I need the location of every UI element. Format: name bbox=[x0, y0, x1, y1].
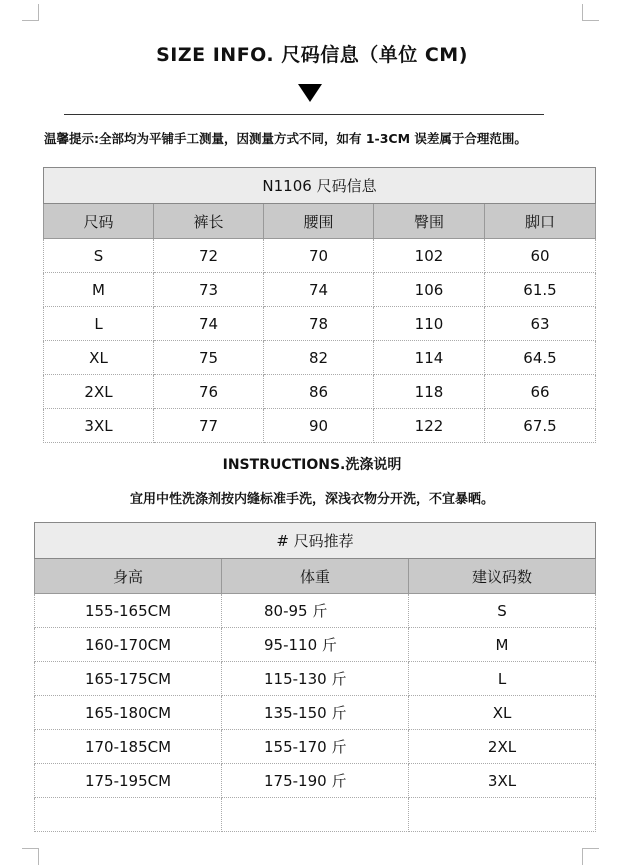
size-recommendation-table bbox=[34, 522, 596, 832]
table-row bbox=[35, 730, 596, 764]
table-cell: 106 bbox=[374, 273, 485, 307]
size-table-header-row bbox=[44, 204, 596, 239]
table-cell: 70 bbox=[264, 239, 374, 273]
table-cell: 72 bbox=[154, 239, 264, 273]
table-row bbox=[44, 239, 596, 273]
table-cell: 155-170 斤 bbox=[222, 730, 409, 764]
table-row bbox=[35, 662, 596, 696]
divider-line bbox=[64, 114, 544, 115]
table-cell: 114 bbox=[374, 341, 485, 375]
column-header: 尺码 bbox=[44, 204, 154, 239]
table-cell: 63 bbox=[485, 307, 596, 341]
table-cell: S bbox=[409, 594, 596, 628]
column-header: 体重 bbox=[222, 559, 409, 594]
table-cell: 102 bbox=[374, 239, 485, 273]
table-row bbox=[44, 375, 596, 409]
table-row bbox=[44, 273, 596, 307]
table-cell: 95-110 斤 bbox=[222, 628, 409, 662]
table-cell: 122 bbox=[374, 409, 485, 443]
measurement-tip: 温馨提示:全部均为平铺手工测量，因测量方式不同，如有 1-3CM 误差属于合理范围。 bbox=[44, 131, 527, 146]
column-header: 脚口 bbox=[485, 204, 596, 239]
recommend-table-caption: # 尺码推荐 bbox=[35, 523, 596, 559]
table-cell: 74 bbox=[264, 273, 374, 307]
crop-mark-bottom-left bbox=[22, 848, 39, 865]
table-cell: 2XL bbox=[44, 375, 154, 409]
table-cell: 60 bbox=[485, 239, 596, 273]
table-row bbox=[35, 594, 596, 628]
table-cell: 110 bbox=[374, 307, 485, 341]
table-cell: 64.5 bbox=[485, 341, 596, 375]
column-header: 身高 bbox=[35, 559, 222, 594]
table-cell: L bbox=[409, 662, 596, 696]
table-cell: 3XL bbox=[409, 764, 596, 798]
table-cell: 76 bbox=[154, 375, 264, 409]
table-cell bbox=[35, 798, 222, 832]
table-cell: 77 bbox=[154, 409, 264, 443]
table-cell: 75 bbox=[154, 341, 264, 375]
crop-mark-top-left bbox=[22, 4, 39, 21]
table-cell: 80-95 斤 bbox=[222, 594, 409, 628]
table-cell: 160-170CM bbox=[35, 628, 222, 662]
table-cell: 3XL bbox=[44, 409, 154, 443]
table-cell: 61.5 bbox=[485, 273, 596, 307]
page-title: SIZE INFO. 尺码信息（单位 CM) bbox=[156, 44, 468, 66]
table-cell: 135-150 斤 bbox=[222, 696, 409, 730]
size-table-caption-row bbox=[44, 168, 596, 204]
down-arrow-icon bbox=[298, 84, 322, 102]
table-cell: XL bbox=[409, 696, 596, 730]
table-row bbox=[35, 764, 596, 798]
table-row bbox=[35, 628, 596, 662]
table-cell: 115-130 斤 bbox=[222, 662, 409, 696]
table-cell: M bbox=[44, 273, 154, 307]
washing-instructions: 宜用中性洗涤剂按内缝标准手洗，深浅衣物分开洗，不宜暴晒。 bbox=[129, 492, 494, 507]
table-cell: 74 bbox=[154, 307, 264, 341]
recommend-table-header-row bbox=[35, 559, 596, 594]
table-cell: 170-185CM bbox=[35, 730, 222, 764]
table-cell: 118 bbox=[374, 375, 485, 409]
table-row-empty bbox=[35, 798, 596, 832]
table-cell: 165-175CM bbox=[35, 662, 222, 696]
table-cell: 2XL bbox=[409, 730, 596, 764]
table-cell: 78 bbox=[264, 307, 374, 341]
table-cell: 73 bbox=[154, 273, 264, 307]
table-cell: M bbox=[409, 628, 596, 662]
table-cell: 82 bbox=[264, 341, 374, 375]
crop-mark-top-right bbox=[582, 4, 599, 21]
table-cell: S bbox=[44, 239, 154, 273]
table-cell: 175-190 斤 bbox=[222, 764, 409, 798]
table-cell: 90 bbox=[264, 409, 374, 443]
table-cell: L bbox=[44, 307, 154, 341]
column-header: 建议码数 bbox=[409, 559, 596, 594]
table-row bbox=[44, 307, 596, 341]
table-cell bbox=[222, 798, 409, 832]
table-cell: XL bbox=[44, 341, 154, 375]
recommend-table-caption-row bbox=[35, 523, 596, 559]
instructions-title: INSTRUCTIONS.洗涤说明 bbox=[222, 457, 402, 473]
table-row bbox=[35, 696, 596, 730]
size-info-table bbox=[43, 167, 596, 443]
table-cell bbox=[409, 798, 596, 832]
crop-mark-bottom-right bbox=[582, 848, 599, 865]
table-cell: 86 bbox=[264, 375, 374, 409]
size-table-caption: N1106 尺码信息 bbox=[44, 168, 596, 204]
column-header: 裤长 bbox=[154, 204, 264, 239]
table-cell: 165-180CM bbox=[35, 696, 222, 730]
table-cell: 155-165CM bbox=[35, 594, 222, 628]
table-row bbox=[44, 409, 596, 443]
column-header: 腰围 bbox=[264, 204, 374, 239]
table-cell: 175-195CM bbox=[35, 764, 222, 798]
column-header: 臀围 bbox=[374, 204, 485, 239]
table-cell: 66 bbox=[485, 375, 596, 409]
table-cell: 67.5 bbox=[485, 409, 596, 443]
table-row bbox=[44, 341, 596, 375]
